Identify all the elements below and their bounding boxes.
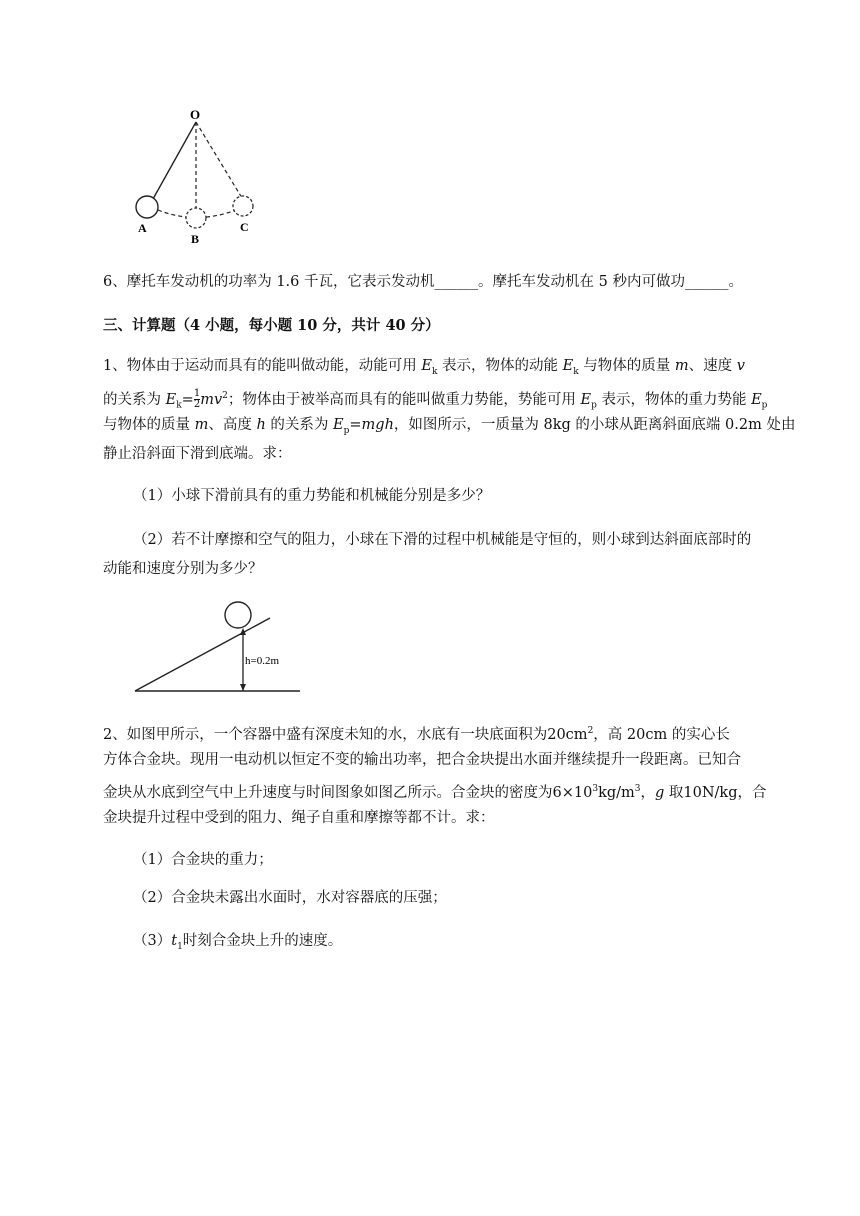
pendulum-figure [130,100,270,250]
calc2-line4: 金块提升过程中受到的阻力、绳子自重和摩擦等都不计。求： [103,810,495,826]
calc2-sub2: （2）合金块未露出水面时，水对容器底的压强； [133,890,447,906]
calc2-sub1: （1）合金块的重力； [133,852,273,868]
question-6: 6、摩托车发动机的功率为 1.6 千瓦，它表示发动机______。摩托车发动机在 5 秒内可做功______。 [103,274,743,290]
calc1-line1: 1、物体由于运动而具有的能叫做动能，动能可用 $E_k$ 表示，物体的动能 $E_k$ 与物体的质量 m、速度 v [103,358,745,377]
calc1-sub1: （1）小球下滑前具有的重力势能和机械能分别是多少？ [133,488,491,504]
label-b: B [191,232,200,246]
ball-c [233,196,253,216]
calc1-line4: 静止沿斜面下滑到底端。求： [103,446,292,462]
calc2-sub3: $(3)t_1$时刻合金块上升的速度。 [133,933,343,952]
label-a: A [138,221,147,235]
label-c: C [240,220,249,234]
calc1-line3: 与物体的质量 m、高度 h 的关系为 $E_p=mgh$，如图所示，一质量为 8kg 的小球从距离斜面底端 0.2m 处由 [103,417,796,436]
calc1-sub2-line2: 动能和速度分别为多少？ [103,561,263,577]
calc2-line1: 2、如图甲所示，一个容器中盛有深度未知的水，水底有一块底面积为$20cm^2$，高 20cm 的实心长 [103,726,730,743]
calc2-line2: 方体合金块。现用一电动机以恒定不变的输出功率，把合金块提出水面并继续提升一段距离。已知合 [103,752,741,768]
pendulum-string-a [153,122,196,199]
ball-a [136,196,158,218]
arrow-down [240,684,246,691]
incline-figure [130,598,330,698]
ball-b [186,208,206,228]
calc1-sub2-line1: （2）若不计摩擦和空气的阻力，小球在下滑的过程中机械能是守恒的，则小球到达斜面底部时的 [133,532,752,548]
height-label: h=0.2m [245,655,280,667]
calc1-line2: 的关系为 $E_k=$ $\frac{1}{2}$ $mv^2$；物体由于被举高而具有的能叫做重力势能，势能可用 $E_p$ 表示，物体的重力势能 $E_p$ [103,388,768,411]
pendulum-string-c [196,122,242,198]
calc2-line3: 金块从水底到空气中上升速度与时间图象如图乙所示。合金块的密度为$6\times 10^3kg/m^3$，g 取10N/kg，合 [103,784,767,801]
section-3-heading: 三、计算题（4 小题，每小题 10 分，共计 40 分） [103,317,440,334]
label-o: O [190,107,201,122]
ball [225,602,251,628]
